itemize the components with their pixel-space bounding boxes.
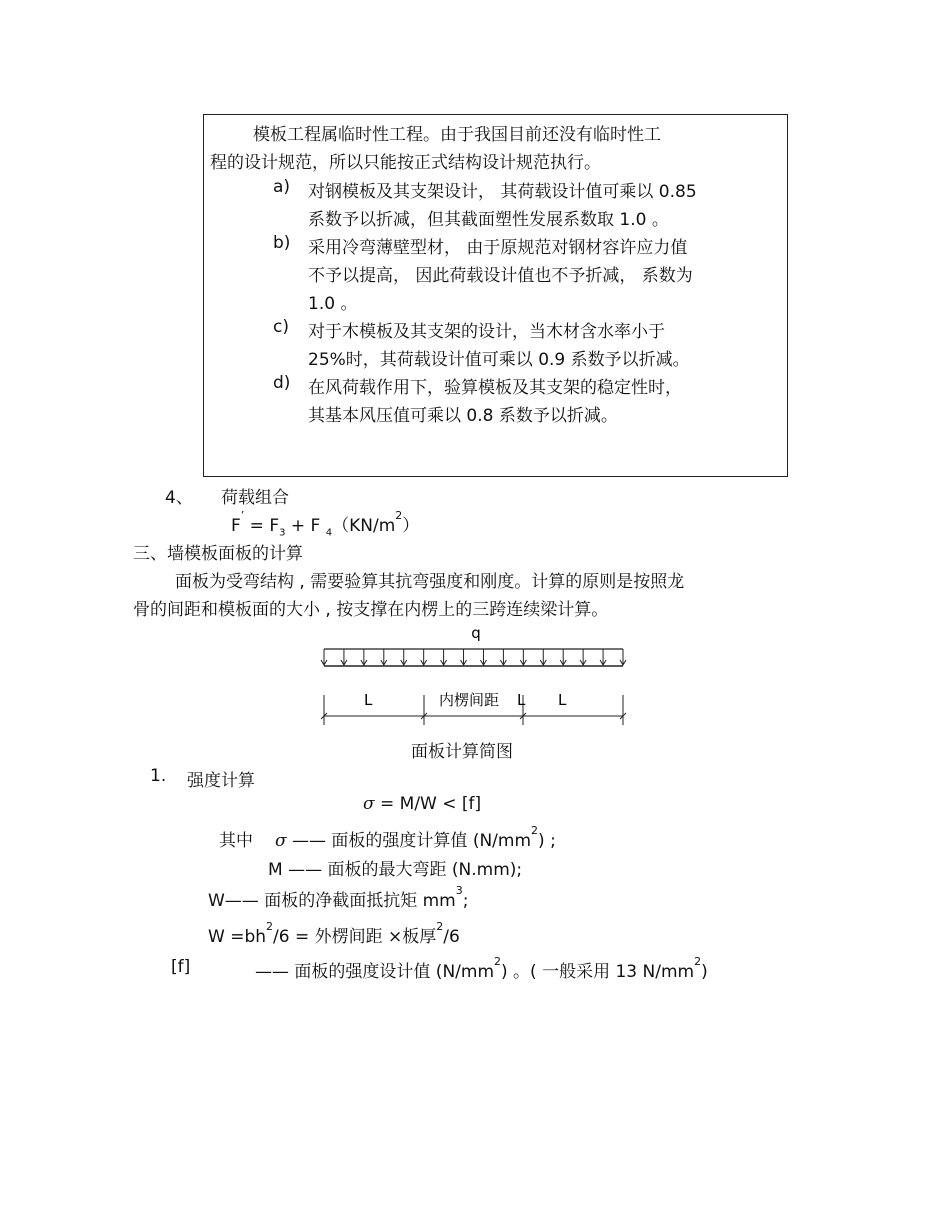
note-item-line: 对钢模板及其支架设计， 其荷载设计值可乘以 0.85 (308, 182, 697, 202)
note-item-line: 采用冷弯薄壁型材， 由于原规范对钢材容许应力值 (308, 238, 688, 258)
note-item-line: 系数予以折减，但其截面塑性发展系数取 1.0 。 (308, 210, 669, 230)
def-f: —— 面板的强度设计值 $(N/mm^2)$ 。( 一般采用 13 $N/mm^2$) (255, 955, 708, 982)
note-intro-line2: 程的设计规范，所以只能按正式结构设计规范执行。 (210, 153, 601, 173)
note-item-marker: a) (273, 177, 291, 197)
section4-title: 荷载组合 (221, 488, 289, 508)
note-item-line: 不予以提高， 因此荷载设计值也不予折减， 系数为 (308, 266, 693, 286)
def-W: W—— 面板的净截面抵抗矩 $mm^3$; (208, 884, 469, 911)
where-prefix: 其中 (219, 831, 253, 851)
strength-number: 1. (150, 766, 167, 786)
span-label: L (364, 691, 373, 709)
beam-diagram (310, 620, 640, 730)
note-item-line: 对于木模板及其支架的设计，当木材含水率小于 (308, 322, 665, 342)
note-item-line: 在风荷载作用下，验算模板及其支架的稳定性时， (308, 378, 682, 398)
def-M: M —— 面板的最大弯距 (N.mm); (268, 860, 523, 880)
diagram-caption: 面板计算简图 (411, 742, 513, 762)
section3-para-line1: 面板为受弯结构 , 需要验算其抗弯强度和刚度。计算的原则是按照龙 (175, 572, 685, 592)
note-item-line: 其基本风压值可乘以 0.8 系数予以折减。 (308, 406, 618, 426)
note-intro-line1: 模板工程属临时性工程。由于我国目前还没有临时性工 (253, 125, 661, 145)
note-item-marker: d) (273, 373, 291, 393)
note-item-marker: b) (273, 233, 291, 253)
strength-formula: σ = M/W < [f] (363, 794, 482, 814)
section4-number: 4、 (165, 488, 193, 508)
section3-title: 三、墙模板面板的计算 (133, 544, 303, 564)
note-item-line: 1.0 。 (308, 294, 358, 314)
load-arrows (321, 649, 626, 665)
load-label: q (471, 624, 481, 642)
section3-para-line2: 骨的间距和模板面的大小 , 按支撑在内楞上的三跨连续梁计算。 (133, 600, 609, 620)
def-sigma: σ —— 面板的强度计算值 $(N/mm^2)$ ; (275, 824, 556, 851)
span-label: L (517, 691, 526, 709)
note-item-line: 25%时，其荷载设计值可乘以 0.9 系数予以折减。 (308, 350, 690, 370)
def-f-symbol: [f] (171, 957, 191, 977)
span-middle-label: 内楞间距 (439, 691, 500, 709)
strength-heading: 强度计算 (187, 771, 255, 791)
note-item-marker: c) (273, 317, 289, 337)
formula-W: $W =bh^2/6$ = 外楞间距 ×板厚$^2$/6 (208, 920, 460, 947)
load-combination-formula: $F^’ = F_3 + F$ $_4(KN/m^2)$ (231, 509, 420, 539)
span-label: L (558, 691, 567, 709)
